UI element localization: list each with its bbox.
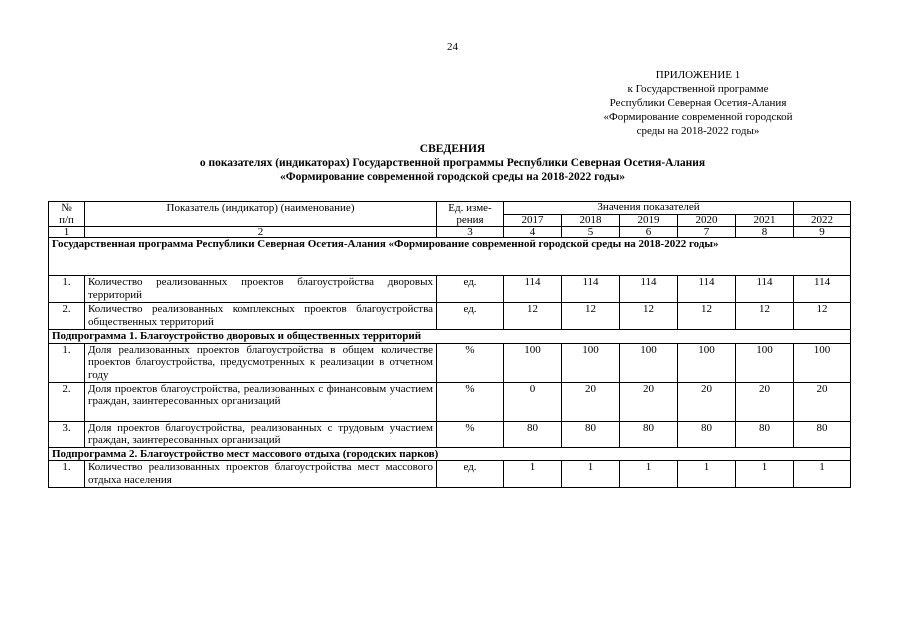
header-num: п/п — [59, 214, 74, 226]
table-row — [49, 461, 851, 488]
appendix-block — [573, 68, 823, 138]
value-cell: 12 — [620, 303, 678, 330]
table-row — [49, 382, 851, 421]
unit-cell: % — [437, 343, 504, 382]
unit-cell: % — [437, 421, 504, 447]
header-values: Значения показателей — [504, 202, 794, 215]
value-cell: 100 — [736, 343, 794, 382]
column-number-cell: 9 — [794, 227, 851, 238]
column-number-cell: 3 — [437, 227, 504, 238]
year-cell: 2020 — [678, 215, 736, 227]
appendix-line: к Государственной программе — [627, 83, 769, 95]
row-number: 1. — [49, 461, 85, 488]
value-cell: 100 — [794, 343, 851, 382]
subprogram-1-section-title: Подпрограмма 1. Благоустройство дворовых и общественных территорий — [49, 330, 851, 344]
table-row — [49, 343, 851, 382]
value-cell: 114 — [794, 276, 851, 303]
value-cell: 80 — [620, 421, 678, 447]
value-cell: 1 — [562, 461, 620, 488]
header-unit: Ед. изме- — [448, 202, 492, 214]
value-cell: 20 — [794, 382, 851, 421]
value-cell: 100 — [678, 343, 736, 382]
year-cell: 2022 — [794, 215, 851, 227]
subprogram-2-section — [49, 447, 851, 461]
indicator-name: Количество реализованных проектов благоустройства мест массового отдыха населения — [85, 461, 437, 488]
column-numbers-row — [49, 227, 851, 238]
row-number: 2. — [49, 303, 85, 330]
subprogram-2-section-title: Подпрограмма 2. Благоустройство мест массового отдыха (городских парков) — [49, 447, 851, 461]
heading-title: СВЕДЕНИЯ — [419, 143, 486, 155]
column-number-cell: 7 — [678, 227, 736, 238]
value-cell: 12 — [562, 303, 620, 330]
value-cell: 12 — [504, 303, 562, 330]
value-cell: 100 — [620, 343, 678, 382]
year-cell: 2021 — [736, 215, 794, 227]
column-number-cell: 2 — [85, 227, 437, 238]
value-cell: 100 — [562, 343, 620, 382]
heading-subtitle: «Формирование современной городской среды на 2018-2022 годы» — [280, 171, 625, 183]
value-cell: 80 — [794, 421, 851, 447]
value-cell: 114 — [678, 276, 736, 303]
value-cell: 12 — [678, 303, 736, 330]
row-number: 1. — [49, 276, 85, 303]
value-cell: 1 — [794, 461, 851, 488]
value-cell: 80 — [562, 421, 620, 447]
program-section — [49, 238, 851, 276]
value-cell: 114 — [504, 276, 562, 303]
year-cell: 2018 — [562, 215, 620, 227]
value-cell: 114 — [562, 276, 620, 303]
subprogram-1-section — [49, 330, 851, 344]
column-number-cell: 8 — [736, 227, 794, 238]
indicators-table — [48, 201, 851, 488]
value-cell: 114 — [736, 276, 794, 303]
unit-cell: % — [437, 382, 504, 421]
heading-subtitle: о показателях (индикаторах) Государственной программы Республики Северная Осетия-Алания — [199, 157, 706, 169]
header-num: № — [61, 202, 72, 214]
value-cell: 80 — [678, 421, 736, 447]
row-number: 2. — [49, 382, 85, 421]
appendix-line: «Формирование современной городской — [603, 111, 793, 123]
value-cell: 100 — [504, 343, 562, 382]
indicator-name: Доля проектов благоустройства, реализованных с финансовым участием граждан, заинтересованных организаций — [85, 382, 437, 421]
page-number: 24 — [447, 41, 458, 53]
column-number-cell: 4 — [504, 227, 562, 238]
value-cell: 12 — [736, 303, 794, 330]
value-cell: 20 — [678, 382, 736, 421]
row-number: 3. — [49, 421, 85, 447]
value-cell: 114 — [620, 276, 678, 303]
unit-cell: ед. — [437, 303, 504, 330]
value-cell: 1 — [736, 461, 794, 488]
program-section-title: Государственная программа Республики Северная Осетия-Алания «Формирование современной городской среды на 2018-2022 годы» — [49, 238, 851, 276]
table-row — [49, 276, 851, 303]
year-cell: 2017 — [504, 215, 562, 227]
appendix-line: среды на 2018-2022 годы» — [636, 125, 760, 137]
value-cell: 20 — [736, 382, 794, 421]
year-cell: 2019 — [620, 215, 678, 227]
value-cell: 20 — [620, 382, 678, 421]
value-cell: 20 — [562, 382, 620, 421]
document-heading — [0, 142, 905, 184]
value-cell: 80 — [504, 421, 562, 447]
appendix-line: Республики Северная Осетия-Алания — [609, 97, 787, 109]
header-row — [49, 202, 851, 215]
unit-cell: ед. — [437, 276, 504, 303]
table-row — [49, 303, 851, 330]
value-cell: 1 — [678, 461, 736, 488]
unit-cell: ед. — [437, 461, 504, 488]
value-cell: 12 — [794, 303, 851, 330]
value-cell: 1 — [620, 461, 678, 488]
header-indicator: Показатель (индикатор) (наименование) — [85, 202, 437, 227]
column-number-cell: 6 — [620, 227, 678, 238]
appendix-line: ПРИЛОЖЕНИЕ 1 — [655, 69, 741, 81]
value-cell: 1 — [504, 461, 562, 488]
header-blank — [794, 202, 851, 215]
indicator-name: Доля реализованных проектов благоустройства в общем количестве проектов благоустройства, предусмотренных к реализации в отчетном году — [85, 343, 437, 382]
column-number-cell: 5 — [562, 227, 620, 238]
value-cell: 80 — [736, 421, 794, 447]
indicator-name: Количество реализованных проектов благоустройства дворовых территорий — [85, 276, 437, 303]
row-number: 1. — [49, 343, 85, 382]
indicator-name: Количество реализованных комплексных проектов благоустройства общественных территорий — [85, 303, 437, 330]
value-cell: 0 — [504, 382, 562, 421]
header-unit: рения — [456, 214, 484, 226]
column-number-cell: 1 — [49, 227, 85, 238]
indicator-name: Доля проектов благоустройства, реализованных с трудовым участием граждан, заинтересованных организаций — [85, 421, 437, 447]
table-row — [49, 421, 851, 447]
